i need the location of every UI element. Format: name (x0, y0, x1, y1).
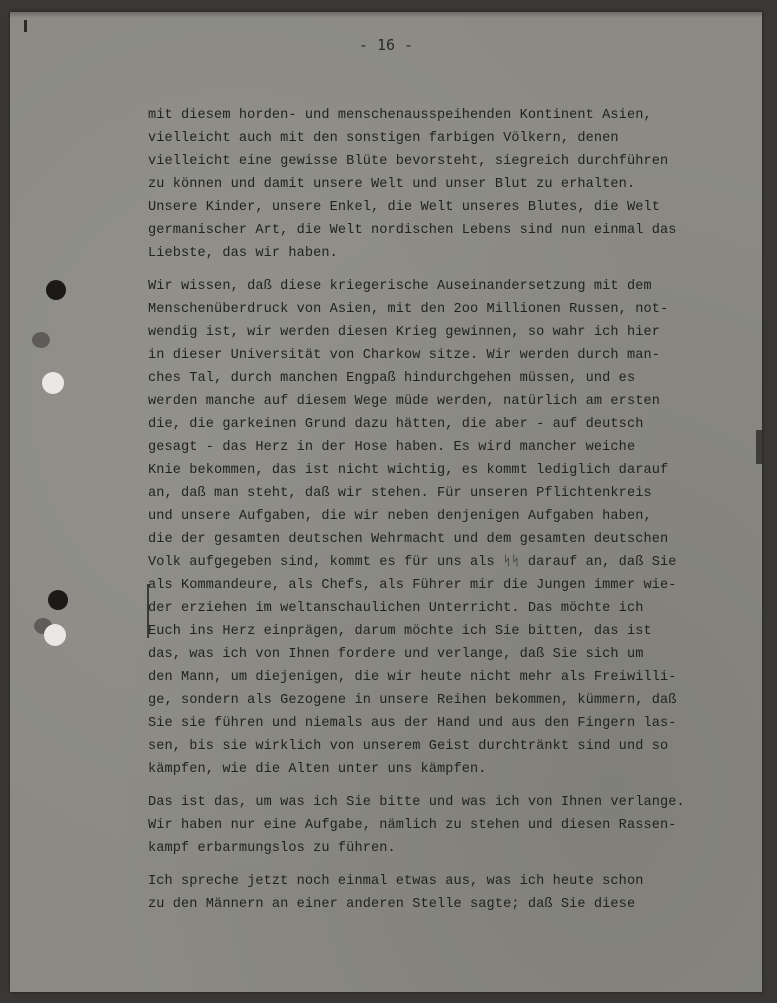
corner-mark (24, 20, 27, 32)
text-line: kämpfen, wie die Alten unter uns kämpfen. (148, 762, 487, 777)
text-line: den Mann, um diejenigen, die wir heute nicht mehr als Freiwilli- (148, 670, 677, 685)
text-line: wendig ist, wir werden diesen Krieg gewinnen, so wahr ich hier (148, 325, 660, 340)
text-line: der erziehen im weltanschaulichen Unterricht. Das möchte ich (148, 601, 644, 616)
text-line: in dieser Universität von Charkow sitze. Wir werden durch man- (148, 348, 660, 363)
text-line: sen, bis sie wirklich von unserem Geist durchtränkt sind und so (148, 739, 669, 754)
right-edge-mark (756, 430, 762, 464)
text-line: germanischer Art, die Welt nordischen Lebens sind nun einmal das (148, 223, 677, 238)
punch-hole-dark-2 (48, 590, 68, 610)
text-line: das, was ich von Ihnen fordere und verlange, daß Sie sich um (148, 647, 644, 662)
text-line: als Kommandeure, als Chefs, als Führer mir die Jungen immer wie- (148, 578, 677, 593)
text-line: Wir wissen, daß diese kriegerische Auseinandersetzung mit dem (148, 279, 652, 294)
text-line: zu den Männern an einer anderen Stelle sagte; daß Sie diese (148, 897, 636, 912)
text-line: Volk aufgegeben sind, kommt es für uns als ᛋᛋ darauf an, daß Sie (148, 555, 677, 570)
text-line: Das ist das, um was ich Sie bitte und was ich von Ihnen verlange. (148, 795, 685, 810)
text-line: Liebste, das wir haben. (148, 246, 338, 261)
page-top-edge (10, 12, 762, 18)
punch-hole-light-1 (42, 372, 64, 394)
text-line: an, daß man steht, daß wir stehen. Für unseren Pflichtenkreis (148, 486, 652, 501)
text-line: zu können und damit unsere Welt und unser Blut zu erhalten. (148, 177, 636, 192)
punch-hole-smudge-1 (32, 332, 50, 348)
text-line: gesagt - das Herz in der Hose haben. Es wird mancher weiche (148, 440, 636, 455)
paragraph (148, 791, 748, 860)
punch-hole-dark-1 (46, 280, 66, 300)
text-line: Menschenüberdruck von Asien, mit den 2oo Millionen Russen, not- (148, 302, 669, 317)
punch-hole-light-2 (44, 624, 66, 646)
page-number: - 16 - (358, 36, 414, 54)
text-line: Wir haben nur eine Aufgabe, nämlich zu stehen und diesen Rassen- (148, 818, 677, 833)
document-page (10, 12, 762, 992)
text-line: ge, sondern als Gezogene in unsere Reihen bekommen, kümmern, daß (148, 693, 677, 708)
text-line: mit diesem horden- und menschenausspeihenden Kontinent Asien, (148, 108, 652, 123)
paragraph (148, 275, 748, 781)
text-line: Sie sie führen und niemals aus der Hand und aus den Fingern las- (148, 716, 677, 731)
paragraph (148, 104, 748, 265)
text-line: die, die garkeinen Grund dazu hätten, die aber - auf deutsch (148, 417, 644, 432)
text-line: und unsere Aufgaben, die wir neben denjenigen Aufgaben haben, (148, 509, 652, 524)
text-line: Knie bekommen, das ist nicht wichtig, es kommt lediglich darauf (148, 463, 669, 478)
text-line: kampf erbarmungslos zu führen. (148, 841, 396, 856)
text-line: die der gesamten deutschen Wehrmacht und dem gesamten deutschen (148, 532, 669, 547)
text-line: werden manche auf diesem Wege müde werden, natürlich am ersten (148, 394, 660, 409)
text-line: Unsere Kinder, unsere Enkel, die Welt unseres Blutes, die Welt (148, 200, 660, 215)
text-line: Euch ins Herz einprägen, darum möchte ich Sie bitten, das ist (148, 624, 652, 639)
typed-text-block (148, 104, 748, 926)
text-line: vielleicht auch mit den sonstigen farbigen Völkern, denen (148, 131, 619, 146)
text-line: Ich spreche jetzt noch einmal etwas aus, was ich heute schon (148, 874, 644, 889)
text-line: ches Tal, durch manchen Engpaß hindurchgehen müssen, und es (148, 371, 636, 386)
text-line: vielleicht eine gewisse Blüte bevorsteht, siegreich durchführen (148, 154, 669, 169)
paragraph (148, 870, 748, 916)
